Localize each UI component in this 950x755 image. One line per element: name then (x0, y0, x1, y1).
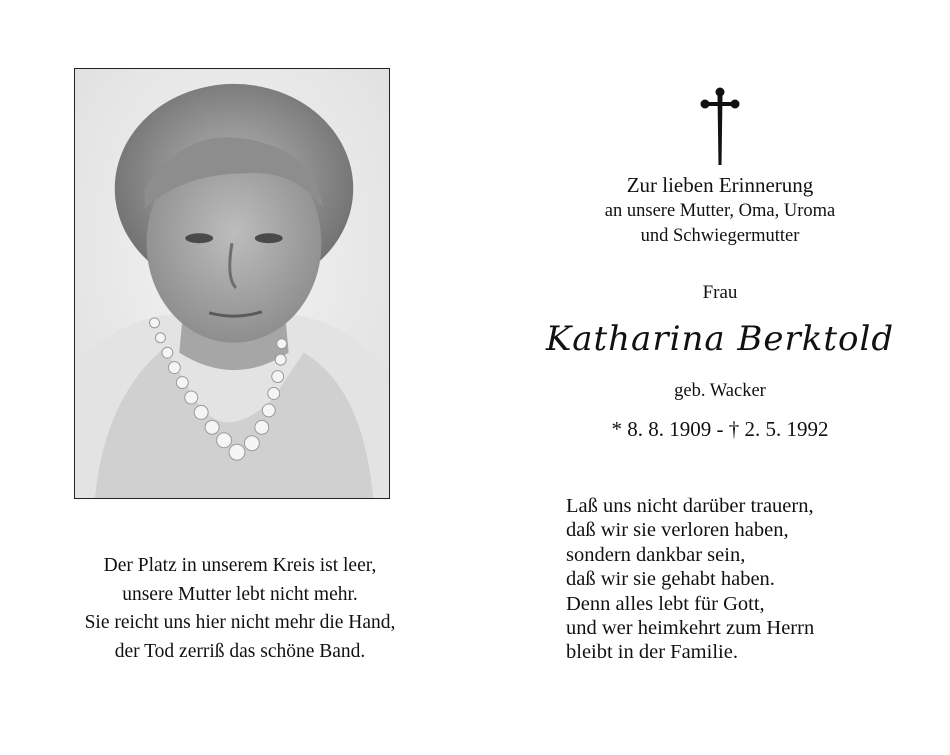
right-verse-line: bleibt in der Familie. (566, 641, 738, 664)
memorial-header (530, 172, 910, 249)
life-dates: * 8. 8. 1909 - † 2. 5. 1992 (611, 417, 829, 441)
salutation: Frau (702, 282, 738, 303)
header-relations: an unsere Mutter, Oma, Uroma (604, 201, 836, 221)
left-verse (20, 552, 460, 666)
left-verse-line: Sie reicht uns hier nicht mehr die Hand, (84, 612, 396, 633)
right-verse-line: Laß uns nicht darüber trauern, (566, 495, 814, 517)
right-verse-line: und wer heimkehrt zum Herrn (566, 617, 815, 640)
left-verse-line: der Tod zerriß das schöne Band. (114, 640, 366, 662)
header-relations-cont: und Schwiegermutter (640, 226, 800, 246)
right-verse-line: Denn alles lebt für Gott, (566, 592, 765, 615)
right-verse-line: daß wir sie verloren haben, (566, 519, 789, 542)
deceased-name: Katharina Berktold (545, 319, 895, 359)
maiden-name: geb. Wacker (674, 381, 766, 401)
cross-icon (700, 85, 740, 167)
portrait-image (75, 69, 389, 498)
left-verse-line: unsere Mutter lebt nicht mehr. (122, 583, 358, 605)
right-verse (566, 494, 926, 665)
right-verse-line: sondern dankbar sein, (566, 543, 746, 566)
header-title: Zur lieben Erinnerung (626, 173, 814, 197)
left-verse-line: Der Platz in unserem Kreis ist leer, (103, 555, 377, 576)
portrait-photo (74, 68, 390, 499)
right-verse-line: daß wir sie gehabt haben. (566, 568, 775, 591)
